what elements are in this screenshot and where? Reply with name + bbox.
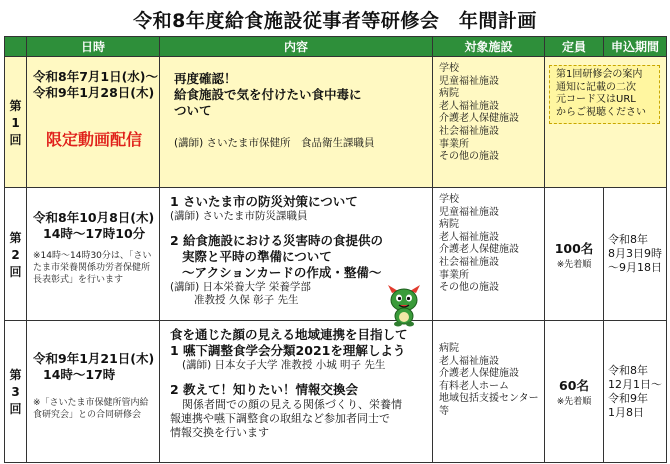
schedule-table: [4, 36, 667, 463]
content-cell: [160, 321, 433, 463]
date-line: 令和9年1月28日(木): [33, 85, 155, 100]
notice-cell: [545, 57, 667, 188]
target-cell: [433, 188, 545, 321]
notice-line: 元コード又はURL: [556, 94, 636, 106]
header-target-facilities: 対象施設: [433, 37, 545, 57]
target-item: 有料老人ホーム: [439, 380, 509, 392]
target-item: 老人福祉施設: [439, 100, 499, 112]
datetime-cell: [27, 321, 160, 463]
apply-line: 1月8日: [608, 405, 644, 419]
capacity-value: 100名: [554, 240, 594, 256]
header-content: 内容: [160, 37, 433, 57]
capacity-note: ※先着順: [556, 397, 592, 407]
target-item: 児童福祉施設: [439, 75, 499, 87]
notice-line: 第1回研修会の案内: [556, 69, 643, 80]
session-number: [5, 321, 27, 463]
target-item: 児童福祉施設: [439, 206, 499, 218]
content-cell: [160, 57, 433, 188]
header-application-period: 申込期間: [604, 37, 667, 57]
notice-line: 通知に記載の二次: [556, 81, 636, 93]
target-item: 事業所: [439, 269, 469, 281]
content-description: 報連携や嚥下調整食の取組など参加者同士で: [170, 412, 390, 425]
header-datetime: 日時: [27, 37, 160, 57]
date-line: 14時～17時: [43, 367, 116, 382]
date-line: 令和9年1月21日(木): [33, 351, 155, 366]
content-line: ついて: [174, 103, 212, 118]
lecturer-text: (講師) 日本栄養大学 栄養学部: [170, 281, 311, 293]
target-item: その他の施設: [439, 151, 499, 163]
target-item: その他の施設: [439, 282, 499, 294]
capacity-cell: [545, 321, 604, 463]
datetime-cell: [27, 188, 160, 321]
target-item: 介護老人保健施設: [439, 368, 519, 380]
target-item: 病院: [439, 343, 459, 354]
apply-line: 12月1日～: [608, 377, 662, 391]
table-row: [5, 57, 667, 188]
lecturer-text: (講師) 日本女子大学 准教授 小城 明子 先生: [182, 359, 386, 371]
lecturer-text: 准教授 久保 彰子 先生: [194, 294, 299, 306]
table-header-row: [5, 37, 667, 57]
target-item: 等: [439, 405, 449, 417]
target-item: 学校: [439, 194, 459, 205]
table-row: [5, 188, 667, 321]
session-number-label: 第2回: [9, 230, 22, 279]
target-item: 事業所: [439, 138, 469, 150]
target-item: 病院: [439, 88, 459, 100]
lecturer-text: (講師) さいたま市保健所 食品衛生課職員: [174, 137, 375, 149]
content-item-title: 1 さいたま市の防災対策について: [170, 194, 358, 209]
target-cell: [433, 321, 545, 463]
target-item: 学校: [439, 63, 459, 74]
session-number: [5, 188, 27, 321]
target-item: 病院: [439, 219, 459, 231]
green-mascot-character-icon: [384, 283, 424, 327]
video-streaming-label: 限定動画配信: [45, 130, 142, 149]
capacity-note: ※先着順: [556, 259, 592, 270]
content-item-title: 1 嚥下調整食学会分類2021を理解しよう: [170, 343, 406, 358]
date-note: ※14時～14時30分は、「さいたま市栄養関係功労者保健所長表彰式」を行います: [33, 251, 152, 285]
target-cell: [433, 57, 545, 188]
lecturer-text: (講師) さいたま市防災課職員: [170, 210, 308, 222]
notice-line: からご視聴ください: [556, 106, 646, 118]
header-capacity: 定員: [545, 37, 604, 57]
target-item: 地域包括支援センター: [439, 393, 539, 405]
apply-line: 令和9年: [608, 391, 648, 405]
date-line: 令和8年10月8日(木): [33, 210, 155, 225]
content-item-title: 2 給食施設における災害時の食提供の: [170, 233, 384, 248]
content-item-title: 食を通じた顔の見える地域連携を目指して: [170, 327, 408, 342]
target-item: 介護老人保健施設: [439, 113, 519, 125]
target-item: 介護老人保健施設: [439, 244, 519, 256]
apply-line: 令和8年: [608, 363, 648, 377]
target-item: 社会福祉施設: [439, 256, 499, 268]
apply-line: 8月3日9時: [608, 247, 662, 260]
content-item-title: ～アクションカードの作成・整備～: [182, 265, 382, 280]
apply-line: 令和8年: [608, 233, 648, 246]
date-line: 令和8年7月1日(水)～: [33, 69, 159, 84]
content-item-title: 実際と平時の準備について: [182, 249, 332, 264]
application-period-cell: [604, 321, 667, 463]
page-title: 令和8年度給食施設従事者等研修会 年間計画: [133, 10, 537, 32]
table-row: [5, 321, 667, 463]
content-line: 再度確認！: [174, 71, 237, 86]
apply-line: ～9月18日: [608, 261, 662, 274]
content-description: 情報交換を行います: [170, 426, 269, 439]
capacity-cell: [545, 188, 604, 321]
target-item: 老人福祉施設: [439, 355, 499, 367]
target-item: 老人福祉施設: [439, 231, 499, 243]
target-item: 社会福祉施設: [439, 125, 499, 137]
content-item-title: 2 教えて！知りたい！情報交換会: [170, 382, 359, 397]
session-number-label: 第3回: [9, 368, 22, 416]
content-description: 関係者間での顔の見える関係づくり、栄養情: [182, 398, 402, 411]
session-number: [5, 57, 27, 188]
viewing-notice: [549, 65, 660, 124]
date-note: ※「さいたま市保健所管内給食研究会」との合同研修会: [33, 398, 149, 420]
datetime-cell: [27, 57, 160, 188]
session-number-label: 第1回: [9, 98, 22, 147]
content-line: 給食施設で気を付けたい食中毒に: [174, 87, 362, 102]
capacity-value: 60名: [559, 378, 589, 393]
application-period-cell: [604, 188, 667, 321]
date-line: 14時～17時10分: [43, 226, 146, 241]
header-number: [5, 37, 27, 57]
